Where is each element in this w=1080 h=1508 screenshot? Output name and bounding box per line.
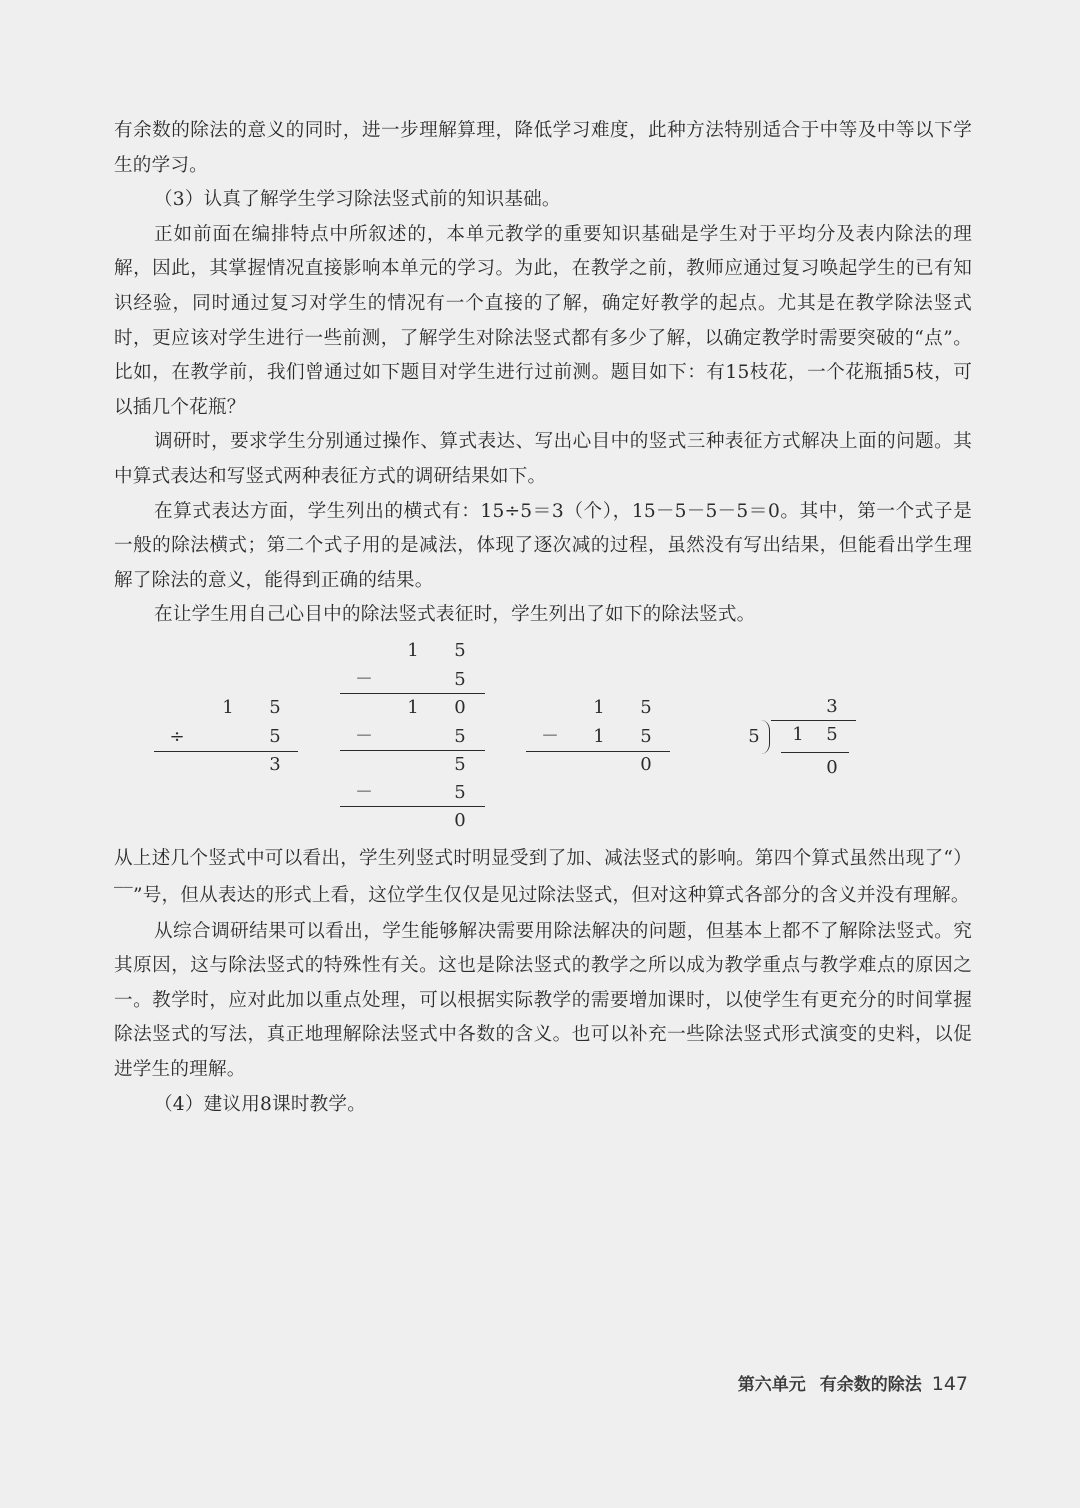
calc-digit: 1 bbox=[407, 640, 419, 661]
division-bracket-top bbox=[771, 720, 856, 721]
page-number: 147 bbox=[931, 1373, 968, 1395]
calc-line bbox=[340, 750, 485, 751]
calc-digit: 5 bbox=[640, 697, 652, 718]
paragraph: 在算式表达方面，学生列出的横式有：15÷5＝3（个），15－5－5－5＝0。其中，第一个式子是一般的除法横式；第二个式子用的是减法，体现了逐次减的过程，虽然没有写出结果，但能看出学生理解了除法的意义，能得到正确的结果。 bbox=[114, 500, 972, 591]
calc-line bbox=[526, 751, 670, 752]
calc-digit: 5 bbox=[454, 782, 466, 803]
calc-digit: 5 bbox=[640, 726, 652, 747]
calc-line bbox=[154, 751, 298, 752]
calc-digit: 0 bbox=[454, 697, 466, 718]
calc-digit: 1 bbox=[593, 726, 605, 747]
calc-digit: 5 bbox=[269, 697, 281, 718]
paragraph: 有余数的除法的意义的同时，进一步理解算理，降低学习难度，此种方法特别适合于中等及中等以下学生的学习。 bbox=[114, 120, 972, 176]
calc-digit: 1 bbox=[593, 697, 605, 718]
paragraph: 从综合调研结果可以看出，学生能够解决需要用除法解决的问题，但基本上都不了解除法竖式。究其原因，这与除法竖式的特殊性有关。这也是除法竖式的教学之所以成为教学重点与教学难点的原因之一。教学时，应对此加以重点处理，可以根据实际教学的需要增加课时，以使学生有更充分的时间掌握除法竖式的写法，真正地理解除法竖式中各数的含义。也可以补充一些除法竖式形式演变的史料，以促进学生的理解。 bbox=[114, 920, 972, 1080]
footer-topic: 有余数的除法 bbox=[819, 1375, 922, 1395]
division-bracket-curve bbox=[761, 720, 770, 754]
minus-sign: － bbox=[355, 726, 373, 747]
paragraph: 正如前面在编排特点中所叙述的，本单元教学的重要知识基础是学生对于平均分及表内除法的理解，因此，其掌握情况直接影响本单元的学习。为此，在教学之前，教师应通过复习唤起学生的已有知识经验，同时通过复习对学生的情况有一个直接的了解，确定好教学的起点。尤其是在教学除法竖式时，更应该对学生进行一些前测，了解学生对除法竖式都有多少了解，以确定教学时需要突破的“点”。比如，在教学前，我们曾通过如下题目对学生进行过前测。题目如下：有15枝花，一个花瓶插5枝，可以插几个花瓶？ bbox=[114, 223, 972, 418]
calc-digit: 5 bbox=[454, 669, 466, 690]
calc-result: 0 bbox=[640, 754, 652, 775]
calc-line bbox=[340, 693, 485, 694]
minus-sign: － bbox=[355, 669, 373, 690]
body-text-bottom bbox=[114, 841, 972, 1122]
calc-line bbox=[340, 806, 485, 807]
calc-digit: 5 bbox=[269, 726, 281, 747]
page-footer bbox=[0, 1370, 968, 1395]
calc-result: 3 bbox=[269, 754, 281, 775]
calc-divisor: 5 bbox=[748, 726, 760, 747]
body-text-top bbox=[114, 114, 972, 633]
paragraph: （4）建议用8课时教学。 bbox=[154, 1093, 366, 1115]
calc-digit: 5 bbox=[454, 754, 466, 775]
division-sign: ÷ bbox=[169, 726, 185, 747]
calc-digit: 5 bbox=[454, 640, 466, 661]
paragraph: （3）认真了解学生学习除法竖式前的知识基础。 bbox=[154, 189, 561, 211]
calc-quotient: 3 bbox=[826, 696, 838, 717]
calc-digit: 5 bbox=[826, 724, 838, 745]
calc-line bbox=[781, 752, 849, 753]
calc-result: 0 bbox=[454, 810, 466, 831]
calc-digit: 1 bbox=[222, 697, 234, 718]
calc-digit: 1 bbox=[407, 697, 419, 718]
minus-sign: － bbox=[541, 726, 559, 747]
minus-sign: － bbox=[355, 782, 373, 803]
paragraph: 在让学生用自己心目中的除法竖式表征时，学生列出了如下的除法竖式。 bbox=[154, 604, 756, 626]
paragraph: 从上述几个竖式中可以看出，学生列竖式时明显受到了加、减法竖式的影响。第四个算式虽然出现了“）‾‾”号，但从表达的形式上看，这位学生仅仅是见过除法竖式，但对这种算式各部分的含义并没有理解。 bbox=[114, 848, 972, 906]
calc-digit: 5 bbox=[454, 726, 466, 747]
calc-digit: 1 bbox=[792, 724, 804, 745]
footer-unit: 第六单元 bbox=[737, 1375, 806, 1395]
calc-remainder: 0 bbox=[826, 757, 838, 778]
paragraph: 调研时，要求学生分别通过操作、算式表达、写出心目中的竖式三种表征方式解决上面的问题。其中算式表达和写竖式两种表征方式的调研结果如下。 bbox=[114, 431, 972, 487]
